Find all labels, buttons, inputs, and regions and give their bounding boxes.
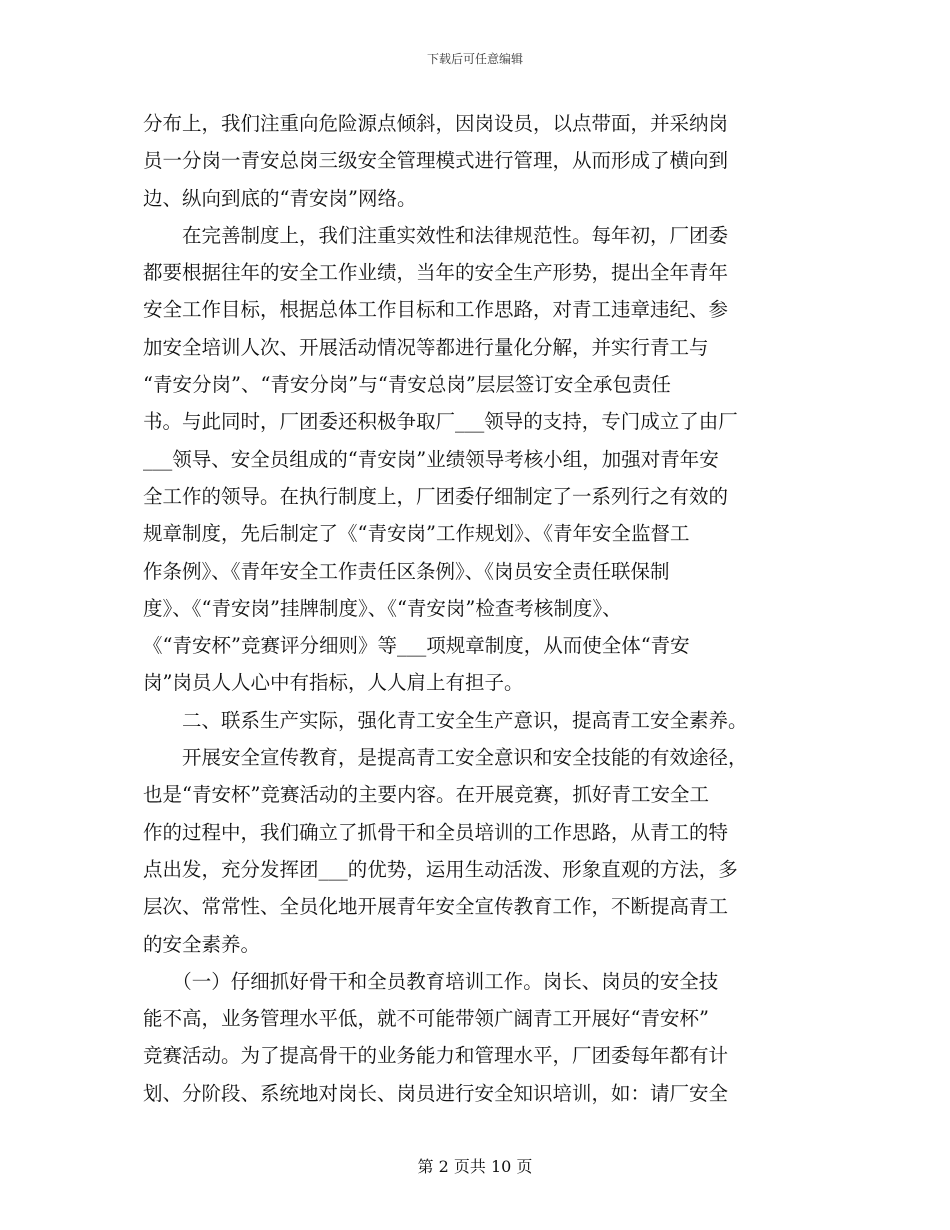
text-line: 作条例》、《青年安全工作责任区条例》、《岗员安全责任联保制: [143, 559, 670, 583]
text-line: 划、分阶段、系统地对岗长、岗员进行安全知识培训，如：请厂安全: [143, 1081, 729, 1105]
text-line: 都要根据往年的安全工作业绩，当年的安全生产形势，提出全年青年: [143, 261, 729, 285]
text-line: 度》、《“青安岗”挂牌制度》、《“青安岗”检查考核制度》、: [143, 596, 622, 620]
text-line: 书。与此同时，厂团委还积极争取厂___领导的支持，专门成立了由厂: [143, 410, 738, 434]
text-line: 能不高，业务管理水平低，就不可能带领广阔青工开展好“青安杯”: [143, 1007, 709, 1031]
text-line: 竞赛活动。为了提高骨干的业务能力和管理水平，厂团委每年都有计: [143, 1044, 729, 1068]
text-line: 规章制度，先后制定了《“青安岗”工作规划》、《青年安全监督工: [143, 522, 690, 546]
text-line: ___领导、安全员组成的“青安岗”业绩领导考核小组，加强对青年安: [143, 447, 719, 471]
section-heading: 二、联系生产实际，强化青工安全生产意识，提高青工安全素养。: [143, 708, 748, 732]
text-line: 安全工作目标，根据总体工作目标和工作思路，对青工违章违纪、参: [143, 298, 729, 322]
text-line: 点出发，充分发挥团___的优势，运用生动活泼、形象直观的方法，多: [143, 857, 738, 881]
text-line: 层次、常常性、全员化地开展青年安全宣传教育工作，不断提高青工: [143, 895, 729, 919]
text-line: 加安全培训人次、开展活动情况等都进行量化分解，并实行青工与: [143, 335, 709, 359]
page-footer: 第 2 页共 10 页: [417, 1157, 533, 1176]
text-line: 的安全素养。: [143, 932, 261, 956]
page-header: 下载后可任意编辑: [426, 52, 523, 66]
text-line: 开展安全宣传教育，是提高青工安全意识和安全技能的有效途径，: [143, 746, 748, 770]
text-line: 分布上，我们注重向危险源点倾斜，因岗设员，以点带面，并采纳岗: [143, 112, 729, 135]
document-body: [143, 105, 813, 1112]
text-line: （一）仔细抓好骨干和全员教育培训工作。岗长、岗员的安全技: [143, 969, 719, 993]
text-line: 岗”岗员人人心中有指标，人人肩上有担子。: [143, 671, 524, 695]
text-line: “青安分岗”、“青安分岗”与“青安总岗”层层签订安全承包责任: [143, 373, 671, 397]
text-line: 边、纵向到底的“青安岗”网络。: [143, 186, 417, 210]
text-line: 在完善制度上，我们注重实效性和法律规范性。每年初，厂团委: [143, 223, 729, 247]
text-line: 作的过程中，我们确立了抓骨干和全员培训的工作思路，从青工的特: [143, 820, 729, 844]
text-line: 员一分岗一青安总岗三级安全管理模式进行管理，从而形成了横向到: [143, 149, 729, 173]
text-line: 全工作的领导。在执行制度上，厂团委仔细制定了一系列行之有效的: [143, 484, 729, 508]
text-line: 也是“青安杯”竞赛活动的主要内容。在开展竞赛，抓好青工安全工: [143, 783, 709, 807]
text-line: 《“青安杯”竞赛评分细则》等___项规章制度，从而使全体“青安: [143, 634, 690, 658]
